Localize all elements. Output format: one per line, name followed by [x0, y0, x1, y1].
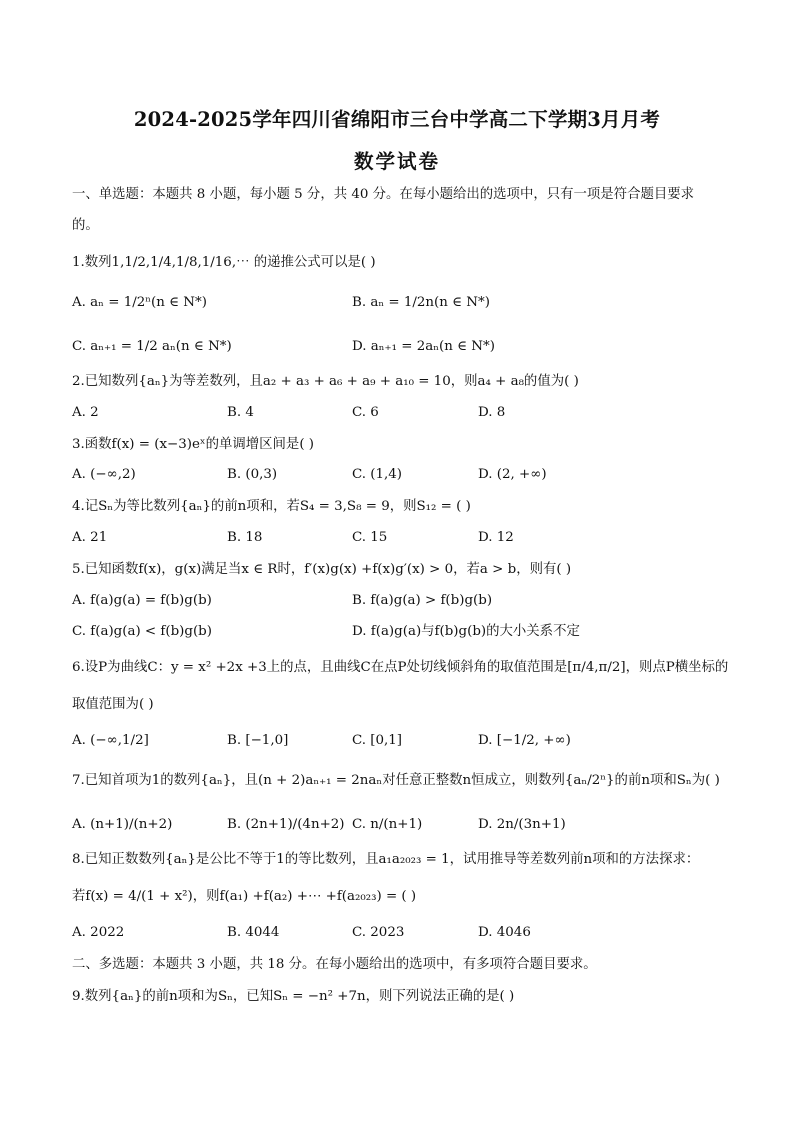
question-5-option-c: C. f(a)g(a) < f(b)g(b) — [72, 624, 212, 639]
question-6-option-c: C. [0,1] — [352, 733, 403, 748]
question-6-option-a: A. (−∞,1/2] — [72, 733, 149, 748]
question-7-option-a: A. (n+1)/(n+2) — [72, 817, 173, 832]
question-4-stem: 4.记Sₙ为等比数列{aₙ}的前n项和，若S₄ = 3,S₈ = 9，则S₁₂ = ( ) — [72, 499, 471, 514]
question-8-option-b: B. 4044 — [227, 925, 280, 940]
question-5-option-d: D. f(a)g(a)与f(b)g(b)的大小关系不定 — [352, 624, 580, 639]
question-5-option-a: A. f(a)g(a) = f(b)g(b) — [72, 593, 212, 608]
question-7-option-b: B. (2n+1)/(4n+2) — [227, 817, 345, 832]
question-1-stem: 1.数列1,1/2,1/4,1/8,1/16,⋯ 的递推公式可以是( ) — [72, 255, 376, 270]
question-7-option-d: D. 2n/(3n+1) — [478, 817, 566, 832]
question-6-stem-line2: 取值范围为( ) — [72, 697, 154, 712]
question-7-stem: 7.已知首项为1的数列{aₙ}，且(n + 2)aₙ₊₁ = 2naₙ对任意正整数n恒成立，则数列{aₙ/2ⁿ}的前n项和Sₙ为( ) — [72, 773, 720, 788]
section1-heading-line2: 的。 — [72, 218, 99, 233]
question-4-option-b: B. 18 — [227, 530, 263, 545]
question-6-option-d: D. [−1/2, +∞) — [478, 733, 571, 748]
question-1-option-a: A. aₙ = 1/2ⁿ(n ∈ N*) — [72, 295, 207, 310]
question-6-stem-line1: 6.设P为曲线C：y = x² +2x +3上的点，且曲线C在点P处切线倾斜角的取值范围是[π/4,π/2]，则点P横坐标的 — [72, 660, 729, 675]
question-4-option-c: C. 15 — [352, 530, 388, 545]
question-2-option-a: A. 2 — [72, 405, 99, 420]
question-1-option-b: B. aₙ = 1/2n(n ∈ N*) — [352, 295, 490, 310]
question-1-option-c: C. aₙ₊₁ = 1/2 aₙ(n ∈ N*) — [72, 339, 232, 354]
question-8-option-d: D. 4046 — [478, 925, 531, 940]
question-4-option-d: D. 12 — [478, 530, 514, 545]
question-9-stem: 9.数列{aₙ}的前n项和为Sₙ，已知Sₙ = −n² +7n，则下列说法正确的是( ) — [72, 989, 515, 1004]
question-3-stem: 3.函数f(x) = (x−3)eˣ的单调增区间是( ) — [72, 437, 315, 452]
question-6-option-b: B. [−1,0] — [227, 733, 289, 748]
question-8-stem-line1: 8.已知正数数列{aₙ}是公比不等于1的等比数列，且a₁a₂₀₂₃ = 1，试用推导等差数列前n项和的方法探求： — [72, 852, 700, 867]
question-2-stem: 2.已知数列{aₙ}为等差数列，且a₂ + a₃ + a₆ + a₉ + a₁₀ = 10，则a₄ + a₈的值为( ) — [72, 374, 579, 389]
question-3-option-b: B. (0,3) — [227, 467, 278, 482]
question-8-stem-line2: 若f(x) = 4/(1 + x²)，则f(a₁) +f(a₂) +⋯ +f(a₂₀₂₃) = ( ) — [72, 889, 417, 904]
section2-heading: 二、多选题：本题共 3 小题，共 18 分。在每小题给出的选项中，有多项符合题目要求。 — [72, 957, 597, 972]
question-8-option-c: C. 2023 — [352, 925, 405, 940]
question-3-option-a: A. (−∞,2) — [72, 467, 136, 482]
exam-subtitle: 数学试卷 — [353, 150, 440, 173]
question-5-option-b: B. f(a)g(a) > f(b)g(b) — [352, 593, 493, 608]
question-4-option-a: A. 21 — [72, 530, 108, 545]
question-3-option-c: C. (1,4) — [352, 467, 403, 482]
question-1-option-d: D. aₙ₊₁ = 2aₙ(n ∈ N*) — [352, 339, 495, 354]
question-2-option-b: B. 4 — [227, 405, 254, 420]
question-2-option-d: D. 8 — [478, 405, 506, 420]
section1-heading-line1: 一、单选题：本题共 8 小题，每小题 5 分，共 40 分。在每小题给出的选项中，只有一项是符合题目要求 — [72, 187, 695, 202]
question-7-option-c: C. n/(n+1) — [352, 817, 423, 832]
question-3-option-d: D. (2, +∞) — [478, 467, 547, 482]
exam-title: 2024-2025学年四川省绵阳市三台中学高二下学期3月月考 — [133, 108, 661, 131]
question-2-option-c: C. 6 — [352, 405, 379, 420]
question-5-stem: 5.已知函数f(x)，g(x)满足当x ∈ R时，f′(x)g(x) +f(x)g′(x) > 0，若a > b，则有( ) — [72, 562, 572, 577]
question-8-option-a: A. 2022 — [72, 925, 125, 940]
